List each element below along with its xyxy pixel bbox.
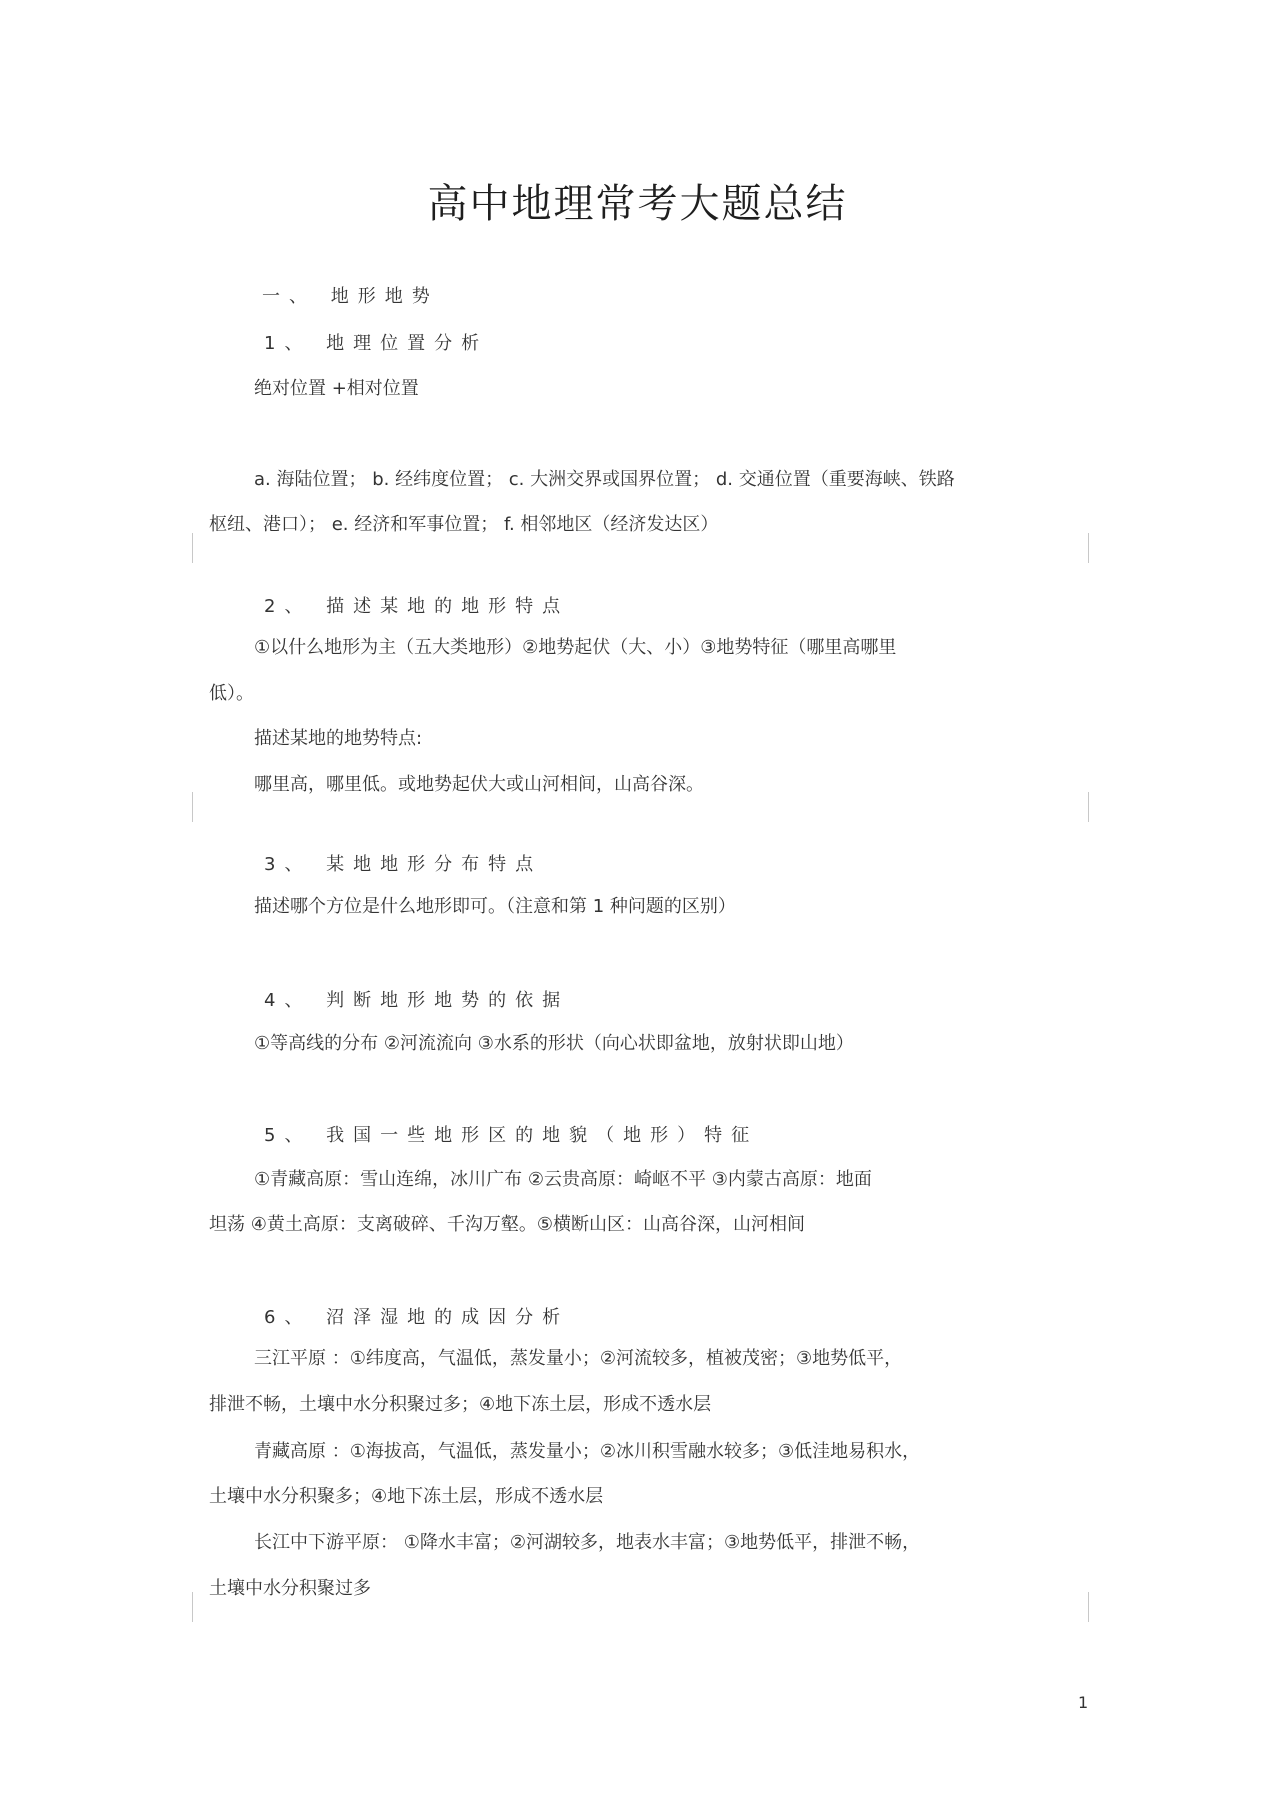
question-heading-1: 1、 地理位置分析	[264, 333, 489, 354]
paragraph-line: 低）。	[209, 683, 254, 704]
paragraph-line: 三江平原 ：①纬度高，气温低，蒸发量小；②河流较多，植被茂密；③地势低平，	[254, 1348, 903, 1369]
margin-marker	[192, 533, 193, 563]
question-heading-5: 5、 我国一些地形区的地貌（地形）特征	[264, 1125, 759, 1146]
section-heading-terrain: 一、 地形地势	[262, 286, 439, 307]
paragraph-line: ①等高线的分布 ②河流流向 ③水系的形状（向心状即盆地，放射状即山地）	[254, 1033, 854, 1054]
question-heading-3: 3、 某地地形分布特点	[264, 854, 543, 875]
paragraph-line: a. 海陆位置； b. 经纬度位置； c. 大洲交界或国界位置； d. 交通位置（重要海峡、铁路	[254, 469, 955, 490]
paragraph-line: 描述哪个方位是什么地形即可。（注意和第 1 种问题的区别）	[254, 896, 736, 917]
paragraph-line: ①青藏高原：雪山连绵，冰川广布 ②云贵高原：崎岖不平 ③内蒙古高原：地面	[254, 1169, 872, 1190]
paragraph-line: 坦荡 ④黄土高原：支离破碎、千沟万壑。⑤横断山区：山高谷深，山河相间	[209, 1214, 805, 1235]
page-title: 高中地理常考大题总结	[427, 181, 848, 227]
paragraph-line: 哪里高，哪里低。或地势起伏大或山河相间，山高谷深。	[254, 774, 704, 795]
paragraph-line: 枢纽、港口）； e. 经济和军事位置； f. 相邻地区（经济发达区）	[209, 514, 719, 535]
paragraph-line: 绝对位置 +相对位置	[254, 378, 419, 399]
margin-marker	[1088, 533, 1089, 563]
paragraph-line: 描述某地的地势特点:	[254, 728, 423, 749]
question-heading-6: 6、 沼泽湿地的成因分析	[264, 1307, 570, 1328]
paragraph-line: 土壤中水分积聚过多	[209, 1578, 371, 1599]
margin-marker	[192, 1592, 193, 1622]
paragraph-line: 长江中下游平原： ①降水丰富；②河湖较多，地表水丰富；③地势低平，排泄不畅，	[254, 1532, 921, 1553]
paragraph-line: 排泄不畅，土壤中水分积聚过多；④地下冻土层，形成不透水层	[209, 1394, 712, 1415]
question-heading-2: 2、 描述某地的地形特点	[264, 596, 570, 617]
margin-marker	[1088, 792, 1089, 822]
question-heading-4: 4、 判断地形地势的依据	[264, 990, 570, 1011]
paragraph-line: 土壤中水分积聚多；④地下冻土层，形成不透水层	[209, 1486, 604, 1507]
paragraph-line: 青藏高原 ：①海拔高，气温低，蒸发量小；②冰川积雪融水较多；③低洼地易积水，	[254, 1441, 921, 1462]
paragraph-line: ①以什么地形为主（五大类地形）②地势起伏（大、小）③地势特征（哪里高哪里	[254, 637, 897, 658]
page-number: 1	[1078, 1693, 1089, 1712]
margin-marker	[1088, 1592, 1089, 1622]
margin-marker	[192, 792, 193, 822]
